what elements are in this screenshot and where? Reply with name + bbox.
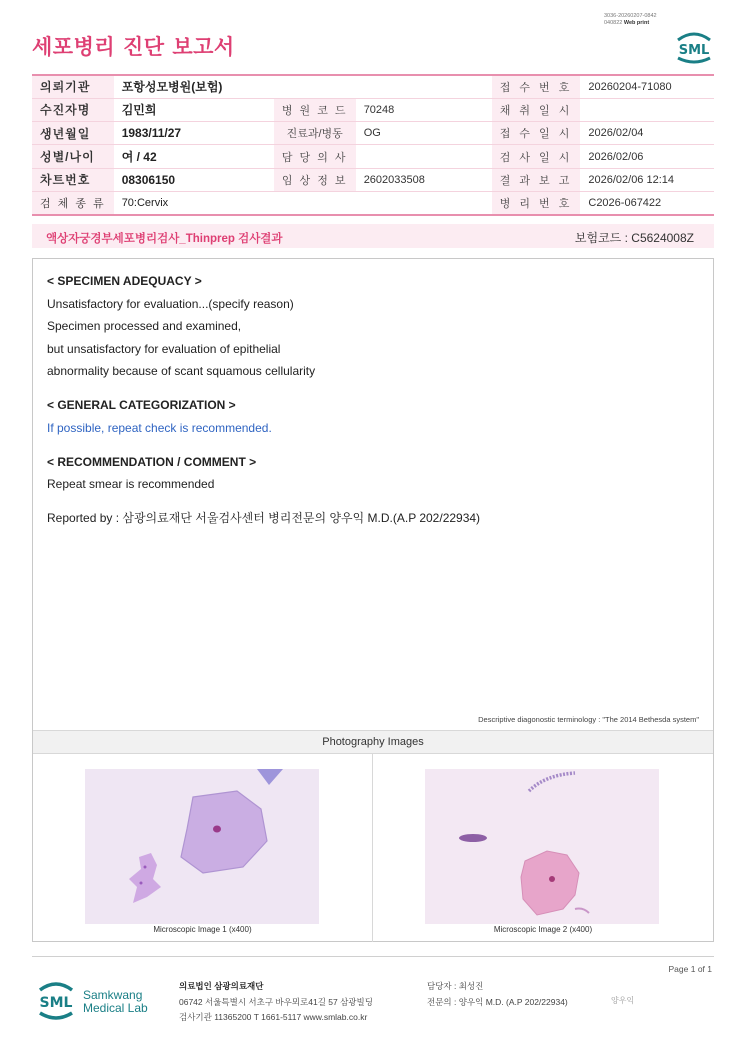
organization-info	[179, 979, 373, 1026]
collect-date-value	[580, 98, 714, 121]
info-row	[32, 168, 714, 191]
lab-name-line2: Medical Lab	[83, 1001, 148, 1015]
print-id	[604, 13, 657, 27]
insurance-code: 보험코드 : C5624008Z	[574, 231, 694, 245]
pathology-no-label: 병 리 번 호	[492, 191, 581, 214]
receipt-no-label: 접 수 번 호	[492, 75, 581, 98]
patient-info-table	[32, 74, 714, 216]
doctor-value	[356, 145, 492, 168]
recommendation-header: < RECOMMENDATION / COMMENT >	[47, 454, 257, 469]
birth-label: 생년월일	[32, 122, 114, 145]
adequacy-line: but unsatisfactory for evaluation of epithelial	[47, 341, 281, 356]
staff-info	[427, 979, 568, 1010]
sml-footer-logo	[37, 978, 75, 1022]
dept-value: OG	[356, 122, 492, 145]
specialist-signature: 양우익	[611, 996, 635, 1005]
categorization-header: < GENERAL CATEGORIZATION >	[47, 398, 236, 412]
recommendation-text: Repeat smear is recommended	[47, 477, 215, 491]
report-date-value: 2026/02/06 12:14	[580, 168, 714, 191]
adequacy-header: < SPECIMEN ADEQUACY >	[47, 274, 202, 288]
page-number: Page 1 of 1	[668, 964, 712, 974]
adequacy-line: Unsatisfactory for evaluation...(specify reason)	[47, 296, 294, 311]
image-caption-2: Microscopic Image 2 (x400)	[493, 925, 593, 934]
receipt-no-value: 20260204-71080	[580, 75, 714, 98]
result-content	[47, 270, 480, 530]
info-row	[32, 75, 714, 98]
result-box	[32, 258, 714, 942]
staff-name: 담당자 : 최성진	[427, 981, 484, 991]
sml-logo	[674, 30, 714, 64]
photo-cell-2	[373, 754, 713, 942]
specimen-value: 70:Cervix	[114, 191, 492, 214]
patient-value: 김민희	[114, 98, 274, 121]
adequacy-line: Specimen processed and examined,	[47, 319, 242, 333]
dept-label: 진료과/병동	[274, 122, 356, 145]
request-org-value: 포항성모병원(보험)	[114, 75, 492, 98]
clinical-label: 임 상 정 보	[274, 168, 356, 191]
sex-age-label: 성별/나이	[32, 145, 114, 168]
info-row	[32, 145, 714, 168]
specialist-name: 전문의 : 양우익 M.D. (A.P 202/22934)	[427, 996, 568, 1007]
sml-logo-text: SML	[678, 43, 710, 58]
web-print-label: Web print	[623, 20, 650, 26]
chart-no-value: 08306150	[114, 168, 274, 191]
test-date-value: 2026/02/06	[580, 145, 714, 168]
info-row	[32, 191, 714, 214]
hospital-code-value: 70248	[356, 98, 492, 121]
info-row	[32, 98, 714, 121]
sex-age-value: 여 / 42	[114, 145, 274, 168]
receipt-date-label: 접 수 일 시	[492, 122, 581, 145]
print-id-line1: 3036-20260207-0842	[604, 13, 657, 19]
hospital-code-label: 병 원 코 드	[274, 98, 356, 121]
test-date-label: 검 사 일 시	[492, 145, 581, 168]
receipt-date-value: 2026/02/04	[580, 122, 714, 145]
info-row	[32, 122, 714, 145]
sml-footer-logo-text: SML	[39, 995, 73, 1011]
doctor-label: 담 당 의 사	[274, 145, 356, 168]
collect-date-label: 채 취 일 시	[492, 98, 581, 121]
microscopic-image-2	[425, 769, 659, 924]
specimen-label: 검 체 종 류	[32, 191, 114, 214]
request-org-label: 의뢰기관	[32, 75, 114, 98]
test-title-bar	[32, 224, 714, 248]
test-name: 액상자궁경부세포병리검사_Thinprep 검사결과	[46, 233, 283, 245]
chart-no-label: 차트번호	[32, 168, 114, 191]
image-caption-1: Microscopic Image 1 (x400)	[153, 925, 252, 934]
org-contact: 검사기관 11365200 T 1661-5117 www.smlab.co.kr	[179, 1012, 368, 1022]
categorization-text: If possible, repeat check is recommended.	[47, 420, 272, 435]
birth-value: 1983/11/27	[114, 122, 274, 145]
lab-name-line1: Samkwang	[83, 988, 143, 1002]
print-id-code: 040822	[604, 20, 623, 26]
photo-header: Photography Images	[33, 730, 713, 754]
clinical-value: 2602033508	[356, 168, 492, 191]
org-name: 의료법인 삼광의료재단	[179, 981, 264, 991]
reported-by: Reported by : 삼광의료재단 서울검사센터 병리전문의 양우익 M.D.(A.P 202/22934)	[47, 511, 481, 525]
photo-cell-1	[33, 754, 373, 942]
lab-name	[83, 989, 148, 1015]
footer-divider	[32, 956, 714, 957]
pathology-no-value: C2026-067422	[580, 191, 714, 214]
org-address: 06742 서울특별시 서초구 바우뫼로41길 57 삼광빌딩	[179, 996, 373, 1007]
adequacy-line: abnormality because of scant squamous cellularity	[47, 364, 316, 378]
report-date-label: 결 과 보 고	[492, 168, 581, 191]
patient-label: 수진자명	[32, 98, 114, 121]
report-title: 세포병리 진단 보고서	[32, 35, 235, 59]
microscopic-image-1	[85, 769, 319, 924]
terminology-note: Descriptive diagonostic terminology : "The 2014 Bethesda system"	[478, 715, 699, 724]
